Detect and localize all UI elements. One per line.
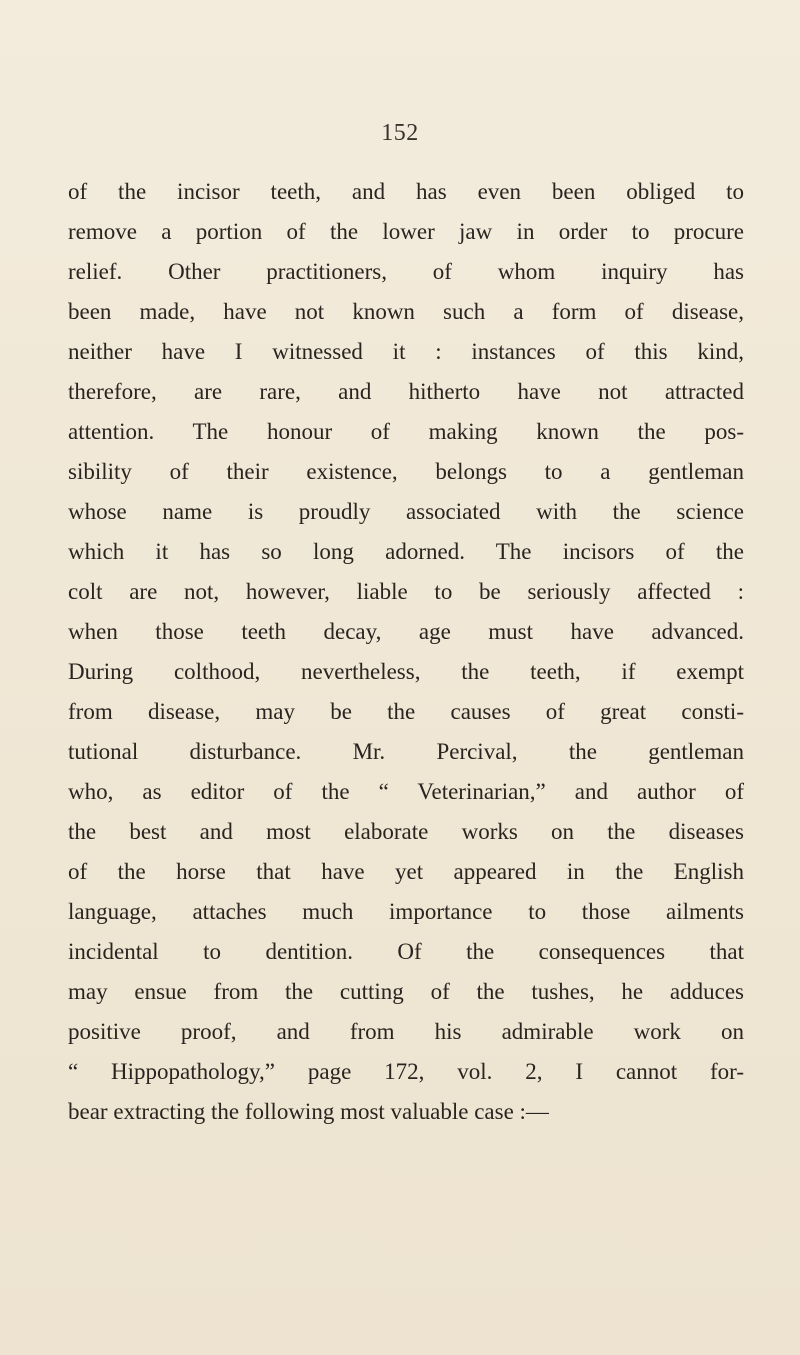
text-line: when those teeth decay, age must have advanced. xyxy=(68,619,744,644)
text-line: relief. Other practitioners, of whom inquiry has xyxy=(68,259,744,284)
text-line: language, attaches much importance to those ailments xyxy=(68,899,744,924)
text-line: who, as editor of the “ Veterinarian,” and author of xyxy=(68,779,744,804)
text-line: sibility of their existence, belongs to a gentleman xyxy=(68,459,744,484)
text-line: attention. The honour of making known the pos- xyxy=(68,419,744,444)
text-line: of the horse that have yet appeared in the English xyxy=(68,859,744,884)
text-line: bear extracting the following most valuable case :— xyxy=(68,1099,549,1124)
text-line: remove a portion of the lower jaw in order to procure xyxy=(68,219,744,244)
body-text xyxy=(68,172,744,1132)
text-line: positive proof, and from his admirable work on xyxy=(68,1019,744,1044)
text-line: neither have I witnessed it : instances of this kind, xyxy=(68,339,744,364)
text-line: which it has so long adorned. The incisors of the xyxy=(68,539,744,564)
text-line: of the incisor teeth, and has even been obliged to xyxy=(68,179,744,204)
text-line: therefore, are rare, and hitherto have not attracted xyxy=(68,379,744,404)
page-number: 152 xyxy=(381,120,419,146)
text-line: may ensue from the cutting of the tushes, he adduces xyxy=(68,979,744,1004)
text-line: incidental to dentition. Of the consequences that xyxy=(68,939,744,964)
text-line: tutional disturbance. Mr. Percival, the gentleman xyxy=(68,739,744,764)
text-line: been made, have not known such a form of disease, xyxy=(68,299,744,324)
text-line: “ Hippopathology,” page 172, vol. 2, I cannot for- xyxy=(68,1059,744,1084)
text-line: whose name is proudly associated with the science xyxy=(68,499,744,524)
text-line: During colthood, nevertheless, the teeth, if exempt xyxy=(68,659,744,684)
text-line: from disease, may be the causes of great consti- xyxy=(68,699,744,724)
text-line: colt are not, however, liable to be seriously affected : xyxy=(68,579,744,604)
text-line: the best and most elaborate works on the diseases xyxy=(68,819,744,844)
